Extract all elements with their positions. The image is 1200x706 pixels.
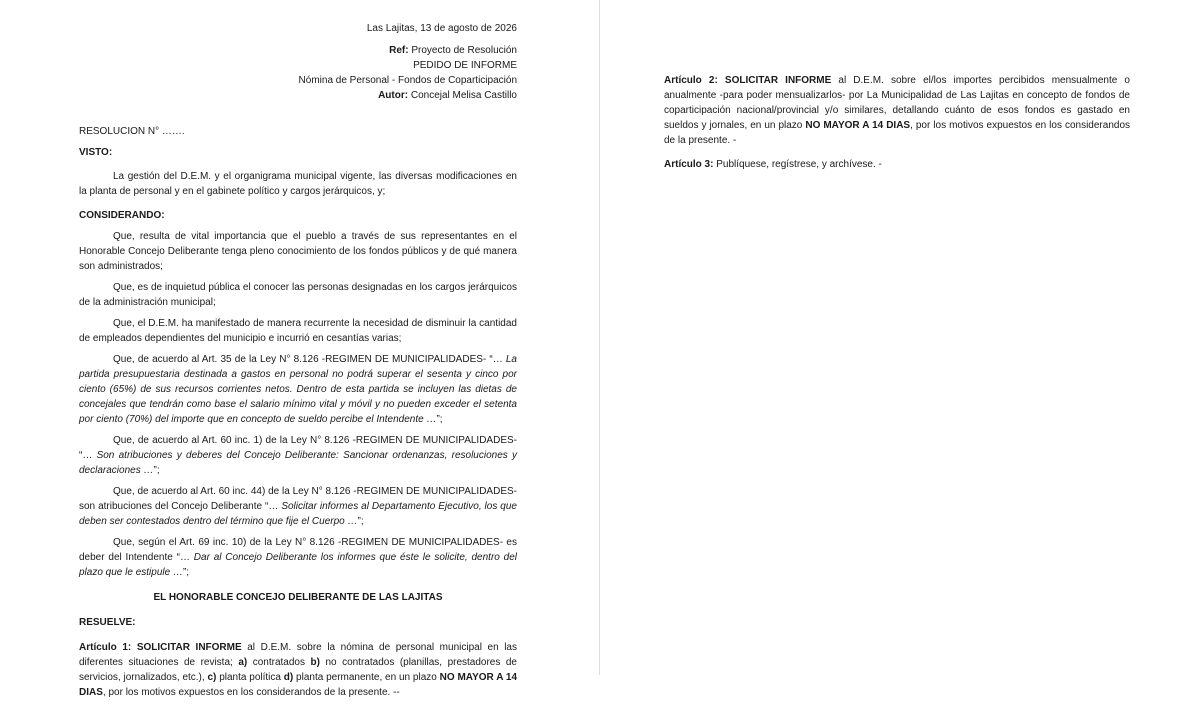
articulo-2 — [664, 73, 1130, 148]
articulo-label: Artículo 3: — [664, 159, 714, 170]
law-quote: Solicitar informes al Departamento Ejecutivo, los que deben ser contestados dentro del término que fije el Cuerpo … — [79, 501, 517, 527]
item-marker: c) — [207, 672, 217, 683]
document-page-left — [0, 0, 599, 698]
considerando-paragraph — [79, 433, 517, 478]
autor-value: Concejal Melisa Castillo — [410, 90, 517, 101]
articulo-text: , por los motivos expuestos en los considerandos de la presente. -- — [102, 687, 400, 698]
articulo-text: no contratados (planillas, prestadores de servicios, jornalizados, etc.), — [79, 657, 517, 683]
quote-close: ”; — [182, 567, 190, 578]
ref-value: Proyecto de Resolución — [411, 45, 517, 56]
articulo-label: Artículo 1: SOLICITAR INFORME — [79, 642, 242, 653]
articulo-text: planta política — [216, 672, 284, 683]
ref-line — [280, 43, 517, 58]
considerando-title: CONSIDERANDO: — [79, 210, 165, 221]
considerando-paragraph — [79, 352, 517, 427]
articulo-text: planta permanente, en un plazo — [293, 672, 440, 683]
articulo-text: al D.E.M. sobre la nómina de personal municipal en las diferentes situaciones de revista; — [79, 642, 517, 668]
pedido-line: PEDIDO DE INFORME — [413, 60, 517, 71]
nomina-line: Nómina de Personal - Fondos de Coparticipación — [298, 75, 517, 86]
ref-label: Ref: — [389, 45, 409, 56]
articulo-3 — [664, 157, 1130, 172]
considerando-paragraph: Que, es de inquietud pública el conocer las personas designadas en los cargos jerárquicos de la administración municipal; — [79, 282, 517, 308]
considerando-paragraph: Que, el D.E.M. ha manifestado de manera recurrente la necesidad de disminuir la cantidad de empleados dependientes del municipio e incurrió en cesantías varias; — [79, 318, 517, 344]
plazo-text: NO MAYOR A 14 DIAS — [805, 120, 911, 131]
quote-close: ”; — [357, 516, 364, 527]
autor-label: Autor: — [378, 90, 409, 101]
plazo-text: NO MAYOR A 14 DIAS — [79, 672, 518, 698]
considerando-paragraph — [79, 484, 517, 529]
articulo-label: Artículo 2: SOLICITAR INFORME — [664, 75, 832, 86]
law-quote: Son atribuciones y deberes del Concejo Deliberante: Sancionar ordenanzas, resoluciones y declaraciones … — [79, 450, 517, 476]
paragraph-lead: Que, según el Art. 69 inc. 10) de la Ley N° 8.126 -REGIMEN DE MUNICIPALIDADES- es deber del Intendente “… — [79, 537, 517, 563]
articulo-text: contratados — [247, 657, 311, 668]
item-marker: d) — [283, 672, 294, 683]
considerando-paragraph — [79, 535, 517, 580]
visto-title: VISTO: — [79, 147, 113, 158]
law-quote: Dar al Concejo Deliberante los informes que éste le solicite, dentro del plazo que le estipule … — [79, 552, 517, 578]
document-body-left — [79, 124, 517, 706]
articulo-text: , por los motivos expuestos en los considerandos de la presente. - — [664, 120, 1130, 146]
document-header — [280, 21, 517, 103]
place-date: Las Lajitas, 13 de agosto de 2026 — [366, 23, 517, 34]
paragraph-lead: Que, de acuerdo al Art. 35 de la Ley N° 8.126 -REGIMEN DE MUNICIPALIDADES- “… — [113, 354, 506, 365]
paragraph-lead: Que, de acuerdo al Art. 60 inc. 44) de la Ley N° 8.126 -REGIMEN DE MUNICIPALIDADES- son atribuciones del Concejo Deliberante “… — [79, 486, 517, 512]
articulo-text: Publíquese, regístrese, y archívese. - — [713, 159, 882, 170]
visto-text: La gestión del D.E.M. y el organigrama municipal vigente, las diversas modificaciones en la planta de personal y en el gabinete político y cargos jerárquicos, y; — [79, 171, 517, 197]
paragraph-lead: Que, de acuerdo al Art. 60 inc. 1) de la Ley N° 8.126 -REGIMEN DE MUNICIPALIDADES- “… — [79, 435, 517, 461]
quote-close: ”; — [153, 465, 160, 476]
concejo-title: EL HONORABLE CONCEJO DELIBERANTE DE LAS LAJITAS — [153, 592, 443, 603]
item-marker: b) — [310, 657, 320, 668]
considerando-paragraph: Que, resulta de vital importancia que el pueblo a través de sus representantes en el Honorable Concejo Deliberante tenga pleno conocimiento de los fondos públicos y de qué manera son administrados; — [79, 231, 517, 272]
resolucion-number: RESOLUCION N° ……. — [79, 126, 185, 137]
quote-close: ”; — [436, 414, 443, 425]
item-marker: a) — [238, 657, 248, 668]
articulo-text: al D.E.M. sobre el/los importes percibidos mensualmente o anualmente -para poder mensualizarlos- por La Municipalidad de Las Lajitas en concepto de fondos de coparticipación nacional/provincial y/o similares, detallando cuánto de esos fondos es gastado en sueldos y jornales, en un plazo — [664, 75, 1130, 131]
articulo-1 — [79, 640, 517, 700]
document-page-right — [600, 0, 1200, 675]
autor-line — [280, 88, 517, 103]
document-body-right — [664, 73, 1130, 178]
resuelve-title: RESUELVE: — [79, 617, 136, 628]
law-quote: La partida presupuestaria destinada a gastos en personal no podrá superar el sesenta y cinco por ciento (65%) de sus recursos corrientes netos. Dentro de esta partida se incluyen las dietas de concejales que tendrán como base el salario mínimo vital y móvil y no pueden exceder el setenta por ciento (70%) del importe que en concepto de sueldo percibe el Intendente … — [79, 354, 517, 425]
